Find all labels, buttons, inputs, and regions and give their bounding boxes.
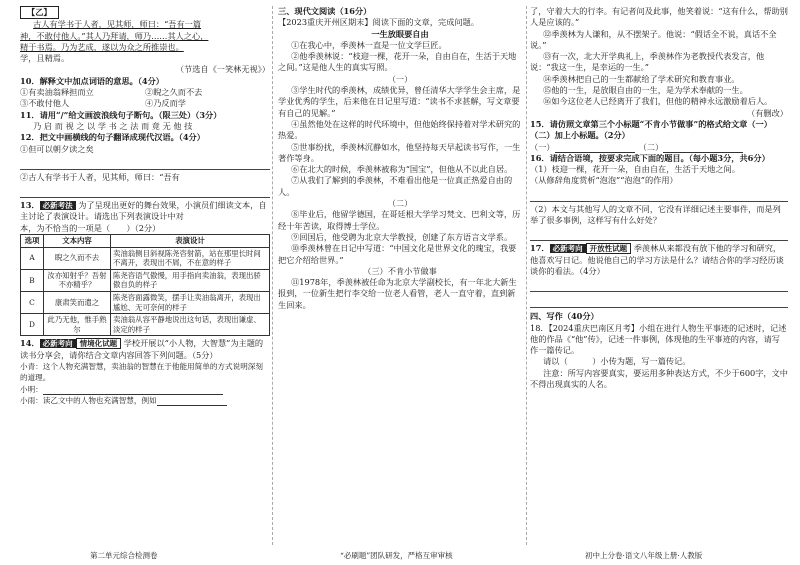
q10-options xyxy=(20,87,270,110)
paragraph: ⑩季羡林曾在日记中写道：“中国文化是世界文化的瑰宝，我要把它介绍给世界。” xyxy=(278,243,517,265)
footer-right: 初中上分卷·语文八年级上册·人教版 xyxy=(585,550,703,560)
section-tag: 【乙】 xyxy=(20,6,270,19)
answer-line[interactable] xyxy=(530,278,788,292)
answer-line[interactable] xyxy=(20,156,270,170)
question-12: 12．把文中画横线的句子翻译成现代汉语。（4分） xyxy=(20,132,205,143)
paragraph: ⑬有一次，北大开学典礼上，季羡林作为老教授代表发言，他说：“我这一生，是幸运的一生。” xyxy=(530,51,765,73)
footer-middle: “必刷题”团队研发，严格互审审核 xyxy=(340,550,453,560)
paragraph: 了，守着大大的行李。有记者问及此事，他笑着说：“这有什么，帮助别人是应该的。” xyxy=(530,6,788,28)
paragraph: ⑧毕业后，他留学德国，在哥廷根大学学习梵文、巴利文等，历经十年苦读，取得博士学位。 xyxy=(278,209,521,231)
paragraph: ⑭季羡林把自己的一生都献给了学术研究和教育事业。 xyxy=(543,73,740,84)
section-heading: 三、现代文阅读（16分） xyxy=(278,6,372,16)
question-13: 13． 必新考法 为了呈现出更好的舞台效果，小演员们细读文本，自主讨论了表演设计。请选出下列表演设计中对 xyxy=(20,200,267,222)
q10-option: ②睨之久而不去 xyxy=(145,87,203,98)
question-10: 10．解释文中加点词语的意思。（4分） xyxy=(20,75,164,86)
answer-blank[interactable] xyxy=(663,143,743,153)
column-left xyxy=(20,6,270,406)
table-row: D 此乃无他，惟手熟尔 卖油翁从容平静地说出这句话，表现出谦虚、淡定的样子 xyxy=(21,314,270,336)
question-13-b: 本，为不恰当的一项是（ ）（2分） xyxy=(20,222,161,233)
new-direction-badge: 必新考向 xyxy=(550,244,586,253)
subheading: （一） xyxy=(387,73,413,84)
subheading: （三）不肯小节做事 xyxy=(363,265,437,276)
table-header: 选项 xyxy=(21,235,44,248)
q18-requirement: 请以（ ）小传为题，写一篇传记。 xyxy=(543,356,691,367)
subheading: （二） xyxy=(387,198,413,209)
question-14: 14． 必新考向 情境化试题 学校开展以“小人物，大智慧”为主题的读书分享会，请你结合文章内容回答下列问题。（5分） xyxy=(20,338,264,360)
paragraph: ①在我心中，季羡林一直是一位文学巨匠。 xyxy=(291,39,447,50)
q16-part-2: （2）本文与其他写人的文章不同，它没有详细记述主要事件，而是列举了很多事例，这样写有什么好处？ xyxy=(530,203,781,226)
q10-option: ④乃反而学 xyxy=(145,98,186,109)
answer-blank[interactable] xyxy=(555,143,635,153)
paragraph: ⑥在北大的时候，季羡林被称为“国宝”，但他从不以此自居。 xyxy=(291,164,513,175)
paragraph: ④虽然他处在这样的时代环境中，但他始终保持着对学术研究的热爱。 xyxy=(278,118,521,141)
question-15: 15．请仿照文章第三个小标题“不肯小节做事”的格式给文章（一）（二）加上小标题。（2分） xyxy=(530,118,772,141)
passage-line: 学，且精焉。 xyxy=(20,53,70,64)
q18-note: 注意：所写内容要真实，要运用多种表达方式，不少于600字，文中不得出现真实的人名。 xyxy=(530,367,788,390)
paragraph: ②他季羡林说：“枝迎一棵，花开一朵，自由自在，生活于天地之间。”这是他人生的真实写照。 xyxy=(278,51,517,73)
answer-blank[interactable] xyxy=(43,385,223,395)
q12-sentence-1: ①但可以朝夕读之矣 xyxy=(20,143,94,154)
question-17: 17． 必新考向 开放性试题 季羡林从来都没有放下他的学习和研究，他喜欢写日记。他说他自己的学习方法是什么？请结合你的学习经历谈谈你的看法。（4分） xyxy=(530,243,784,276)
q12-sentence-2: ②古人有学书于人者，见其师，师曰：“吾有 xyxy=(20,171,180,182)
q16-part-1: （1）枝迎一棵，花开一朵，自由自在，生活于天地之间。 xyxy=(530,164,740,175)
paragraph: ⑫季羡林为人谦和，从不摆架子。他说：“假话全不说，真话不全说。” xyxy=(530,28,777,50)
answer-line[interactable] xyxy=(530,294,788,308)
table-header: 表演设计 xyxy=(111,235,270,248)
q14-line: 小青：这个人物充满智慧，卖油翁的智慧在于他能用简单的方式说明深刻的道理。 xyxy=(20,361,263,383)
section-heading: 四、写作（40分） xyxy=(530,311,599,322)
article-title: 一生放眼要自由 xyxy=(371,28,429,39)
footer-left: 第二单元综合检测卷 xyxy=(90,550,158,560)
answer-blank[interactable] xyxy=(157,396,227,406)
question-16: 16．请结合语境，按要求完成下面的题目。（每小题3分，共6分） xyxy=(530,152,770,163)
column-right xyxy=(530,6,788,390)
performance-table xyxy=(20,234,270,336)
table-row: A 睨之久而不去 卖油翁侧目斜视陈尧咨射箭，站在那里长时间不离开，表现出不屑，不在意的样子 xyxy=(21,247,270,269)
new-method-badge: 必新考法 xyxy=(40,201,76,210)
paragraph: ⑨回国后，他受聘为北京大学教授，创建了东方语言文学系。 xyxy=(291,231,513,242)
question-18: 18．【2024重庆巴南区月考】小组在进行人物生平事迹的记述时，记述他的作品《“他”传》，记述一件事例，体现他的生平事迹的内容，请写作一篇传记。 xyxy=(530,322,787,356)
q14-line: 小雨：读乙文中的人物也充满智慧，例如 xyxy=(20,395,270,406)
answer-line[interactable] xyxy=(530,227,788,241)
paragraph: ③学生时代的季羡林，成绩优异，曾任清华大学学生会主席，是学业优秀的学生，后来他在日记里写道：“读书不求甚解，写文章要有自己的见解。” xyxy=(278,85,521,118)
passage-line: 神，不敢付他人。”其人乃拜请，师乃……其人之心， xyxy=(20,30,209,41)
article-source: （有删改） xyxy=(747,107,788,118)
open-badge: 开放性试题 xyxy=(586,243,632,254)
column-middle xyxy=(278,6,522,311)
situation-badge: 情境化试题 xyxy=(76,338,122,349)
answer-line[interactable] xyxy=(530,188,788,202)
q15-blank-1: （一） （二） xyxy=(530,142,788,153)
new-direction-badge: 必新考向 xyxy=(40,339,76,348)
table-row: B 汝亦知射乎？吾射不亦精乎？ 陈尧咨语气傲慢，用手指向卖油翁，表现出骄傲自负的样子 xyxy=(21,269,270,291)
q11-text: 乃 启 而 视 之 以 学 书 之 法 而 竟 无 他 技 xyxy=(33,120,193,131)
paragraph: ⑯如今这位老人已经离开了我们，但他的精神永远激励着后人。 xyxy=(543,96,773,107)
paragraph: ⑪1978年，季羡林被任命为北京大学副校长，有一年北大新生报到，一位新生把行李交给一位老人看管，老人一直守着，直到新生回来。 xyxy=(278,277,517,310)
q14-line: 小明： xyxy=(20,384,270,395)
question-11: 11．请用“/”给文画波浪线句子断句。（限三处）（3分） xyxy=(20,109,222,120)
paragraph: ⑦从我们了解到的季羡林，不难看出他是一位真正热爱自由的人。 xyxy=(278,175,513,197)
q10-option: ①有卖油翁释担而立 xyxy=(20,87,94,98)
table-row: C 康肃笑而遣之 陈尧咨面露微笑，摆手让卖油翁离开，表现出尴尬、无可奈何的样子 xyxy=(21,292,270,314)
reading-intro: 【2023重庆开州区期末】阅读下面的文章，完成问题。 xyxy=(278,17,479,28)
q10-option: ③不敢付他人 xyxy=(20,98,70,109)
passage-line: 精于书焉。乃为艺成，遂以为众之所推崇也。 xyxy=(20,41,184,52)
table-header: 文本内容 xyxy=(44,235,111,248)
column-divider-2 xyxy=(526,6,527,545)
q16-part-1b: （从修辞角度赏析“泡泡”“泡泡”的作用） xyxy=(530,175,678,186)
answer-line[interactable] xyxy=(20,184,270,198)
paragraph: ⑮他的一生，是放眼自由的一生，是为学术奉献的一生。 xyxy=(543,85,748,96)
paragraph: ⑤世事纷扰，季羡林沉静如水，他坚持每天早起读书写作，一生著作等身。 xyxy=(278,141,521,163)
passage-line: 古人有学书于人者，见其师，师曰：“吾有一篇 xyxy=(33,19,202,30)
passage-source: （节选自《一笑林无视》） xyxy=(175,64,270,75)
column-divider-1 xyxy=(272,6,273,545)
